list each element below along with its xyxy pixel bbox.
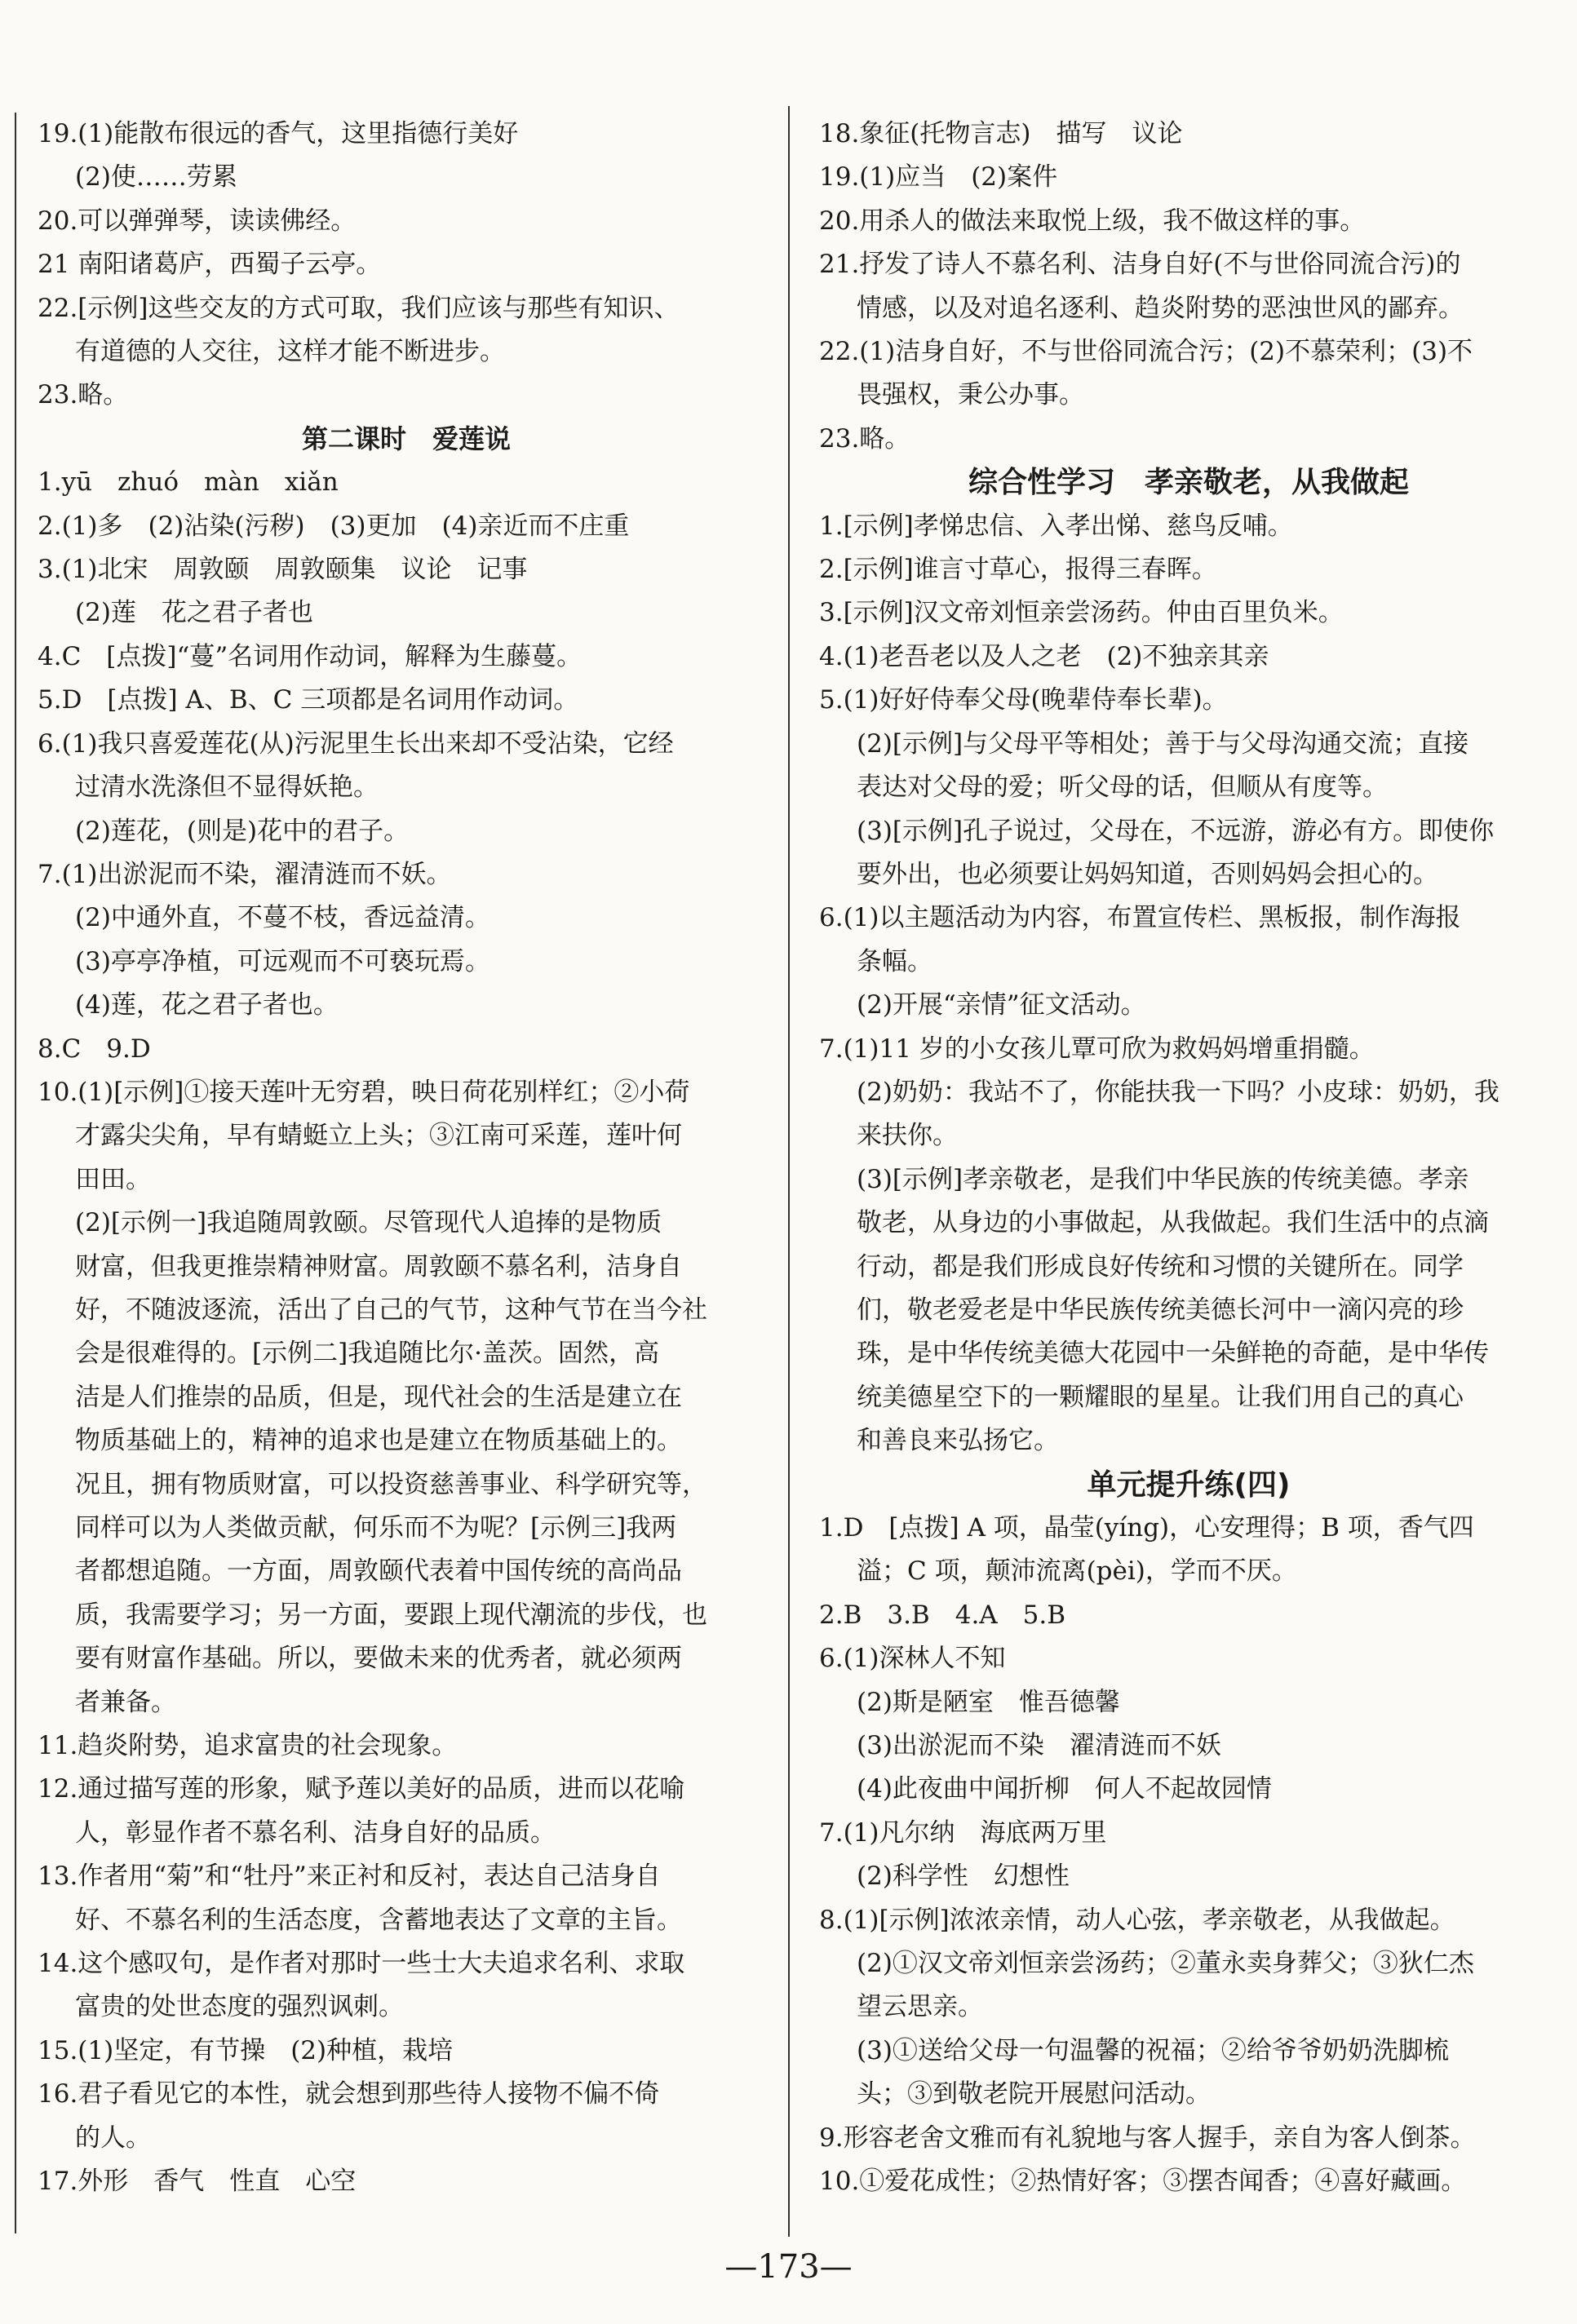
answer-line: 8.C 9.D: [38, 1034, 151, 1064]
left-column: [26, 113, 775, 2204]
answer-line: 3.(1)北宋 周敦颐 周敦颐集 议论 记事: [38, 555, 528, 585]
answer-line: (4)此夜曲中闻折柳 何人不起故园情: [857, 1774, 1272, 1804]
answer-line: 田田。: [75, 1164, 151, 1194]
answer-line: 人，彰显作者不慕名利、洁身自好的品质。: [75, 1817, 556, 1848]
answer-line: 情感，以及对追名逐利、趋炎附势的恶浊世风的鄙弃。: [857, 293, 1464, 323]
left-margin-rule: [15, 113, 16, 2233]
answer-line: 15.(1)坚定，有节操 (2)种植，栽培: [38, 2035, 454, 2065]
answer-line: (4)莲，花之君子者也。: [75, 990, 339, 1020]
right-column: [808, 113, 1558, 2204]
answer-line: 2.(1)多 (2)沾染(污秽) (3)更加 (4)亲近而不庄重: [38, 511, 630, 541]
answer-line: 22.(1)洁身自好，不与世俗同流合污；(2)不慕荣利；(3)不: [819, 337, 1473, 367]
answer-line: 17.外形 香气 性直 心空: [38, 2167, 357, 2197]
answer-line: 4.C [点拨]“蔓”名词用作动词，解释为生藤蔓。: [38, 641, 583, 671]
answer-line: 10.①爱花成性；②热情好客；③摆杏闻香；④喜好藏画。: [819, 2167, 1467, 2197]
answer-line: 20.可以弹弹琴，读读佛经。: [38, 206, 357, 236]
answer-line: 1.D [点拨] A 项，晶莹(yíng)，心安理得；B 项，香气四: [819, 1513, 1474, 1543]
answer-line: 况且，拥有物质财富，可以投资慈善事业、科学研究等，: [75, 1469, 707, 1499]
answer-line: 19.(1)能散布很远的香气，这里指德行美好: [38, 119, 519, 148]
answer-line: 19.(1)应当 (2)案件: [819, 162, 1058, 193]
answer-line: 统美德星空下的一颗耀眼的星星。让我们用自己的真心: [857, 1382, 1464, 1412]
answer-line: 同样可以为人类做贡献，何乐而不为呢？[示例三]我两: [75, 1513, 677, 1543]
answer-line: 12.通过描写莲的形象，赋予莲以美好的品质，进而以花喻: [38, 1774, 685, 1804]
answer-line: 5.D [点拨] A、B、C 三项都是名词用作动词。: [38, 685, 579, 715]
answer-line: 质，我需要学习；另一方面，要跟上现代潮流的步伐，也: [75, 1600, 707, 1630]
answer-line: 6.(1)我只喜爱莲花(从)污泥里生长出来却不受沾染，它经: [38, 728, 674, 759]
page-number: —173—: [724, 2248, 853, 2286]
answer-line: (2)斯是陋室 惟吾德馨: [857, 1687, 1120, 1717]
answer-line: 10.(1)[示例]①接天莲叶无穷碧，映日荷花别样红；②小荷: [38, 1077, 690, 1107]
answer-line: 好、不慕名利的生活态度，含蓄地表达了文章的主旨。: [75, 1905, 682, 1935]
section-heading: 第二课时 爱莲说: [301, 423, 511, 454]
answer-line: (2)使……劳累: [75, 162, 237, 193]
column-divider: [788, 106, 790, 2237]
answer-line: (2)奶奶：我站不了，你能扶我一下吗？小皮球：奶奶，我: [857, 1077, 1499, 1107]
answer-line: 者都想追随。一方面，周敦颐代表着中国传统的高尚品: [75, 1556, 682, 1587]
answer-line: 20.用杀人的做法来取悦上级，我不做这样的事。: [819, 206, 1366, 236]
answer-line: 1.[示例]孝悌忠信、入孝出悌、慈鸟反哺。: [819, 511, 1293, 541]
answer-line: (3)[示例]孝亲敬老，是我们中华民族的传统美德。孝亲: [857, 1164, 1469, 1194]
answer-line: 物质基础上的，精神的追求也是建立在物质基础上的。: [75, 1426, 682, 1456]
answer-line: 珠，是中华传统美德大花园中一朵鲜艳的奇葩，是中华传: [857, 1339, 1489, 1369]
answer-line: 9.形容老舍文雅而有礼貌地与客人握手，亲自为客人倒茶。: [819, 2123, 1476, 2153]
answer-line: 21.抒发了诗人不慕名利、洁身自好(不与世俗同流合污)的: [819, 250, 1461, 280]
answer-line: 行动，都是我们形成良好传统和习惯的关键所在。同学: [857, 1251, 1464, 1282]
answer-line: 才露尖尖角，早有蜻蜓立上头；③江南可采莲，莲叶何: [75, 1121, 682, 1151]
answer-line: 溢；C 项，颠沛流离(pèi)，学而不厌。: [857, 1556, 1297, 1587]
section-heading: 综合性学习 孝亲敬老，从我做起: [968, 466, 1409, 500]
answer-line: 和善良来弘扬它。: [857, 1426, 1059, 1456]
answer-line: 2.B 3.B 4.A 5.B: [819, 1600, 1066, 1630]
answer-line: 洁是人们推崇的品质，但是，现代社会的生活是建立在: [75, 1382, 682, 1412]
answer-line: 14.这个感叹句，是作者对那时一些士大夫追求名利、求取: [38, 1949, 685, 1979]
answer-line: 望云思亲。: [857, 1992, 983, 2022]
answer-line: 7.(1)出淤泥而不染，濯清涟而不妖。: [38, 859, 452, 889]
answer-line: 头；③到敬老院开展慰问活动。: [857, 2079, 1211, 2109]
answer-line: 11.趋炎附势，追求富贵的社会现象。: [38, 1731, 458, 1761]
answer-line: (2)开展“亲情”征文活动。: [857, 990, 1146, 1020]
answer-line: 23.略。: [38, 380, 129, 410]
answer-line: 2.[示例]谁言寸草心，报得三春晖。: [819, 555, 1217, 585]
answer-line: 13.作者用“菊”和“牡丹”来正衬和反衬，表达自己洁身自: [38, 1861, 661, 1892]
answer-line: 23.略。: [819, 423, 910, 454]
answer-line: 表达对父母的爱；听父母的话，但顺从有度等。: [857, 772, 1388, 803]
answer-line: (2)①汉文帝刘恒亲尝汤药；②董永卖身葬父；③狄仁杰: [857, 1949, 1474, 1979]
answer-line: (2)莲 花之君子者也: [75, 598, 313, 628]
answer-line: 过清水洗涤但不显得妖艳。: [75, 772, 379, 803]
answer-line: 22.[示例]这些交友的方式可取，我们应该与那些有知识、: [38, 293, 680, 323]
answer-line: 要外出，也必须要让妈妈知道，否则妈妈会担心的。: [857, 859, 1438, 889]
answer-line: 6.(1)深林人不知: [819, 1644, 1006, 1674]
answer-line: 会是很难得的。[示例二]我追随比尔·盖茨。固然，高: [75, 1339, 660, 1369]
answer-line: 财富，但我更推崇精神财富。周敦颐不慕名利，洁身自: [75, 1251, 682, 1282]
answer-line: 16.君子看见它的本性，就会想到那些待人接物不偏不倚: [38, 2079, 660, 2109]
answer-line: (2)[示例]与父母平等相处；善于与父母沟通交流；直接: [857, 728, 1469, 759]
answer-line: 来扶你。: [857, 1121, 958, 1151]
answer-line: 的人。: [75, 2123, 151, 2153]
answer-line: (3)出淤泥而不染 濯清涟而不妖: [857, 1731, 1221, 1761]
answer-line: 们，敬老爱老是中华民族传统美德长河中一滴闪亮的珍: [857, 1295, 1464, 1325]
answer-line: 8.(1)[示例]浓浓亲情，动人心弦，孝亲敬老，从我做起。: [819, 1905, 1455, 1935]
answer-line: (3)①送给父母一句温馨的祝福；②给爷爷奶奶洗脚梳: [857, 2035, 1449, 2065]
answer-line: 3.[示例]汉文帝刘恒亲尝汤药。仲由百里负米。: [819, 598, 1344, 628]
answer-line: 富贵的处世态度的强烈讽刺。: [75, 1992, 404, 2022]
answer-line: 7.(1)凡尔纳 海底两万里: [819, 1817, 1107, 1848]
answer-line: 7.(1)11 岁的小女孩儿覃可欣为救妈妈增重捐髓。: [819, 1034, 1375, 1064]
answer-line: 21 南阳诸葛庐，西蜀子云亭。: [38, 250, 382, 280]
answer-line: 者兼备。: [75, 1687, 176, 1717]
answer-line: 畏强权，秉公办事。: [857, 380, 1084, 410]
answer-line: 5.(1)好好侍奉父母(晚辈侍奉长辈)。: [819, 685, 1228, 715]
answer-line: 1.yū zhuó màn xiǎn: [38, 467, 339, 498]
answer-line: 有道德的人交往，这样才能不断进步。: [75, 337, 505, 367]
answer-line: 敬老，从身边的小事做起，从我做起。我们生活中的点滴: [857, 1208, 1489, 1238]
answer-line: (2)[示例一]我追随周敦颐。尽管现代人追捧的是物质: [75, 1208, 662, 1238]
answer-line: 要有财富作基础。所以，要做未来的优秀者，就必须两: [75, 1644, 682, 1674]
section-heading: 单元提升练(四): [1087, 1467, 1291, 1502]
answer-line: (2)中通外直，不蔓不枝，香远益清。: [75, 903, 490, 933]
answer-line: 好，不随波逐流，活出了自己的气节，这种气节在当今社: [75, 1295, 707, 1325]
answer-line: (2)科学性 幻想性: [857, 1861, 1070, 1892]
answer-line: (3)亭亭净植，可远观而不可亵玩焉。: [75, 946, 490, 976]
answer-line: (2)莲花，(则是)花中的君子。: [75, 816, 410, 846]
answer-line: (3)[示例]孔子说过，父母在，不远游，游必有方。即使你: [857, 816, 1495, 846]
answer-line: 4.(1)老吾老以及人之老 (2)不独亲其亲: [819, 641, 1269, 671]
answer-line: 6.(1)以主题活动为内容，布置宣传栏、黑板报，制作海报: [819, 903, 1461, 933]
answer-line: 18.象征(托物言志) 描写 议论: [819, 119, 1183, 148]
answer-line: 条幅。: [857, 946, 932, 976]
